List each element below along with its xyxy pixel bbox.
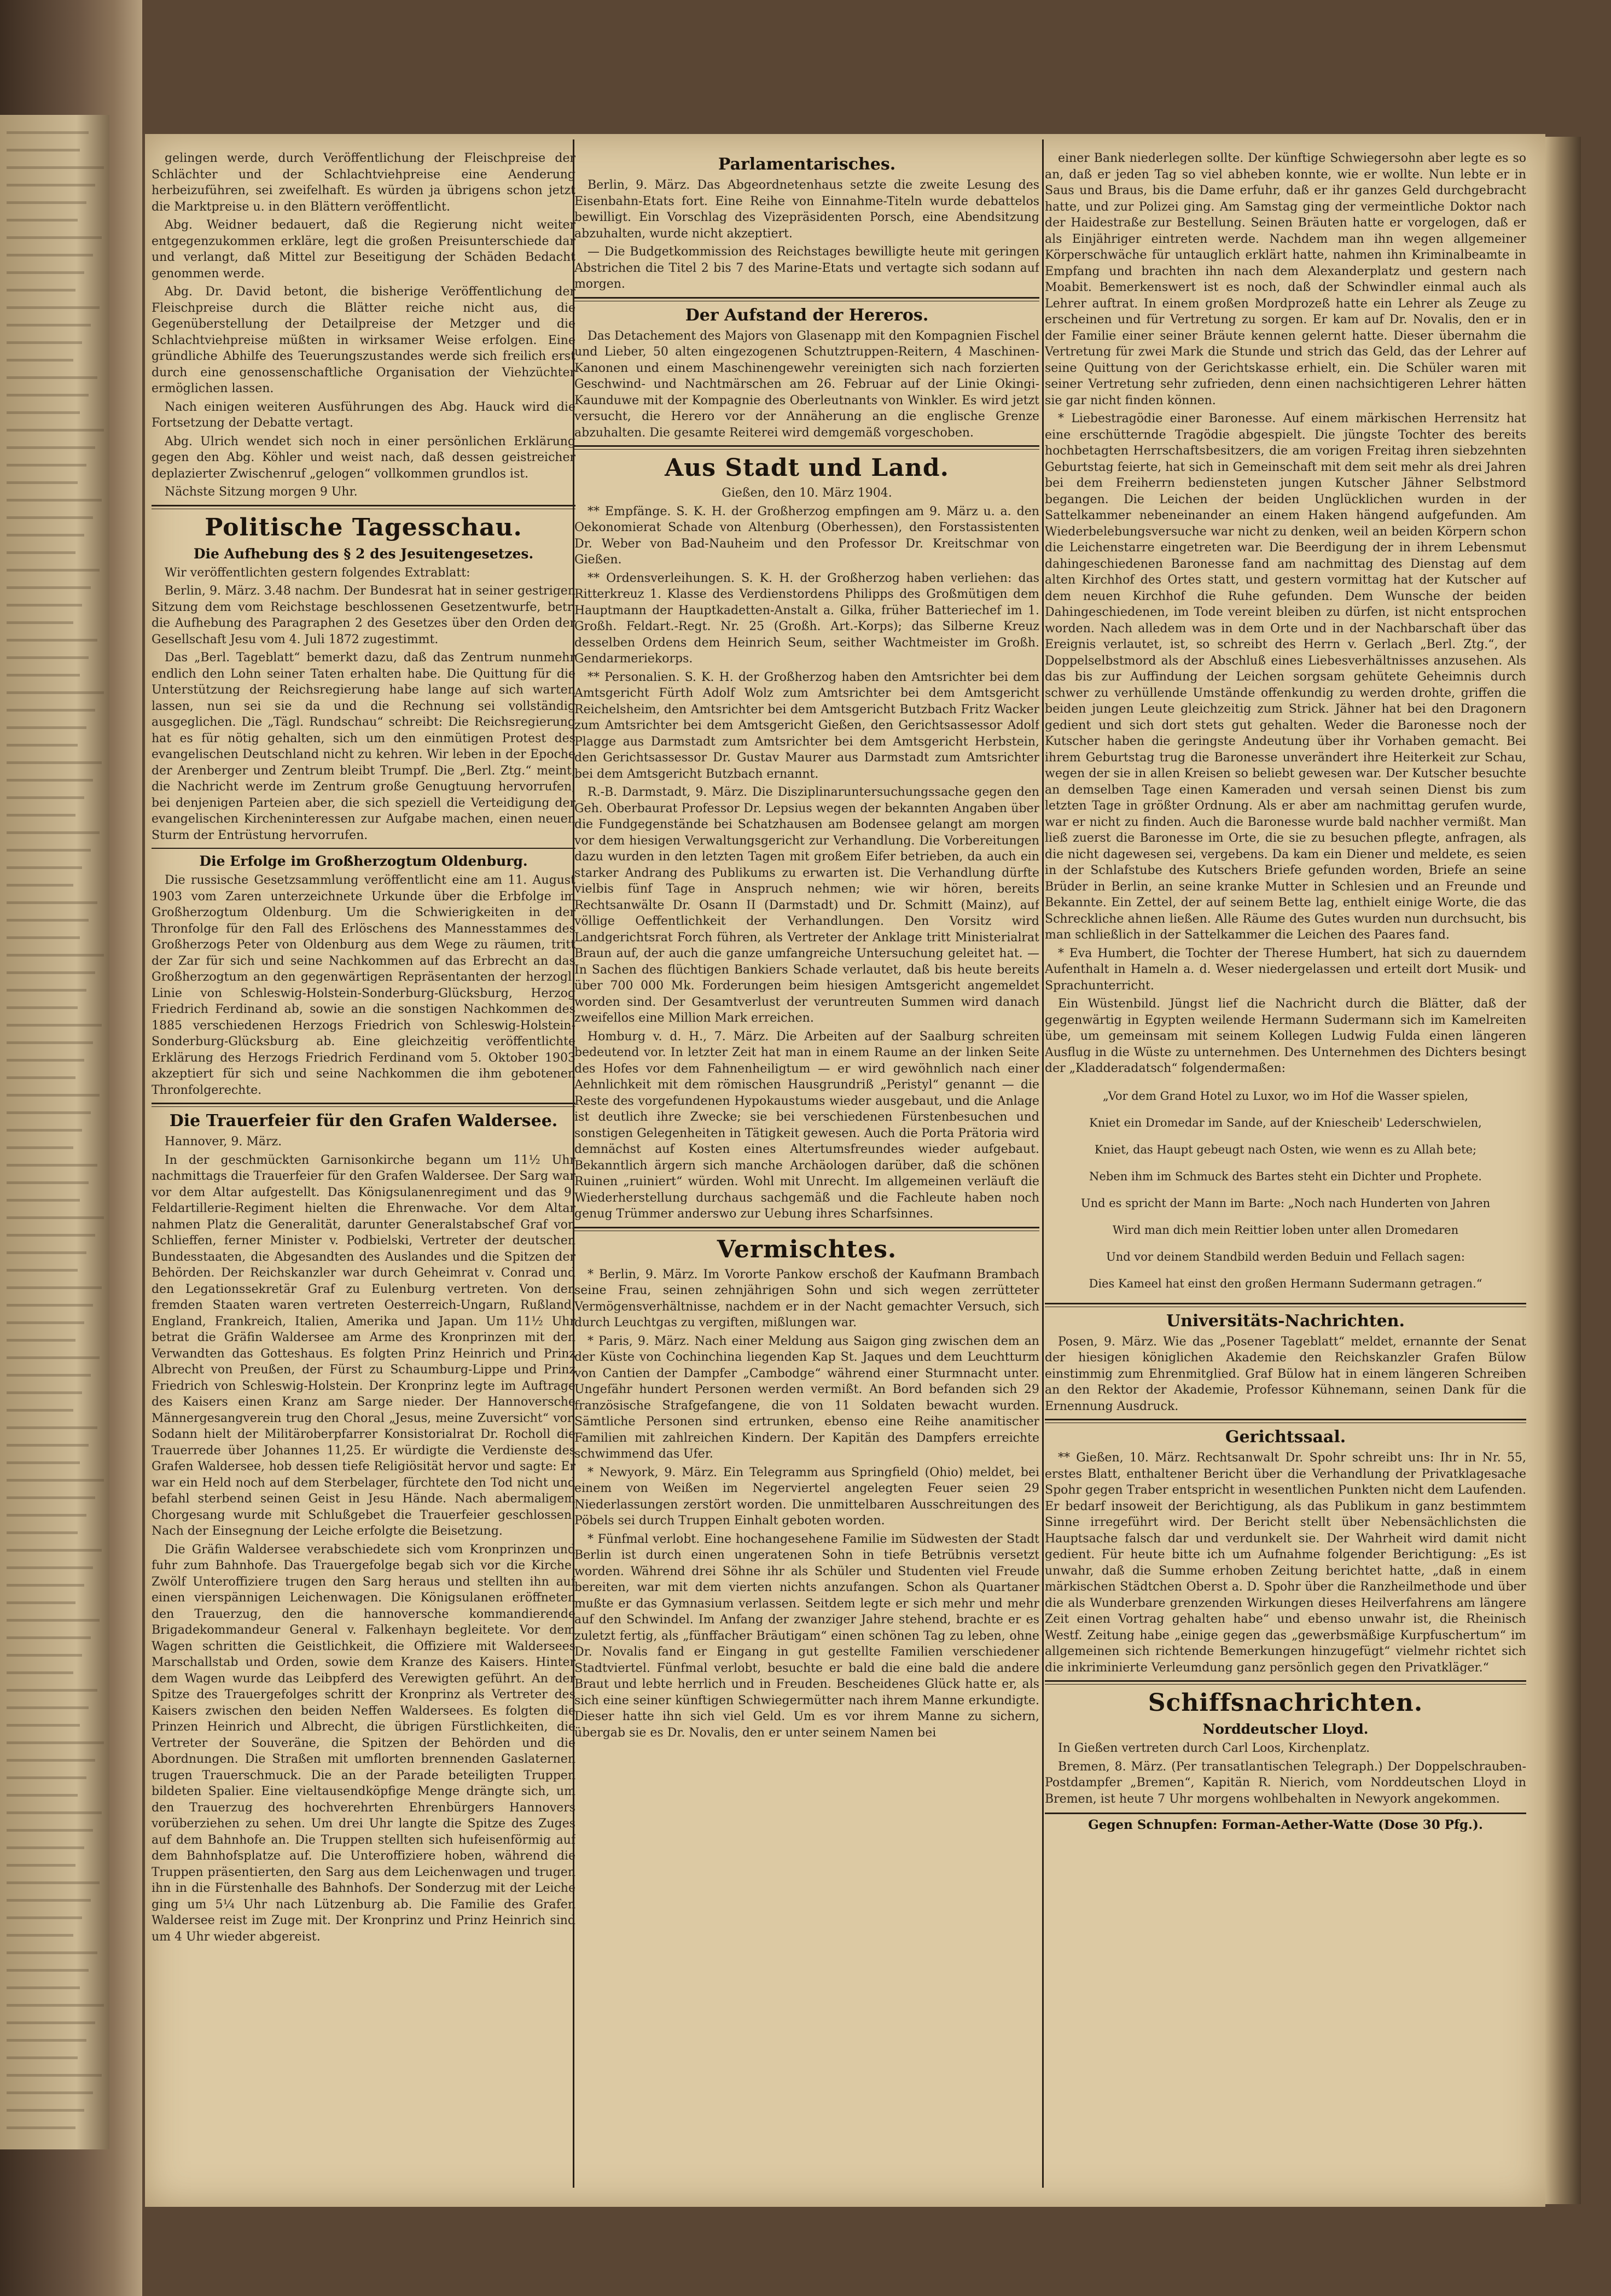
facing-page-text-line xyxy=(7,1181,89,1184)
facing-page-text-line xyxy=(7,1916,82,1919)
facing-page-text-line xyxy=(7,499,102,502)
facing-page-text-line xyxy=(7,936,80,939)
facing-page-text-line xyxy=(7,1146,73,1149)
article-schiffsnachrichten xyxy=(1045,1740,1526,1807)
facing-page-text-line xyxy=(7,1759,95,1762)
facing-page-text-line xyxy=(7,2091,93,2094)
carryover-text xyxy=(1045,150,1526,1077)
facing-page-text-line xyxy=(7,534,84,537)
article-vermischtes xyxy=(574,1267,1039,1741)
facing-page-text-line xyxy=(7,341,82,344)
paragraph: Berlin, 9. März. 3.48 nachm. Der Bundesrat hat in seiner gestrigen Sitzung dem vom Reichstage beschlossenen Gesetzentwurfe, betr. die Aufhebung des Paragraphen 2 des Gesetzes über den Orden der Gesellschaft Jesu vom 4. Juli 1872 zugestimmt. xyxy=(152,584,575,646)
article-jesuitengesetz xyxy=(152,565,575,844)
facing-page-text-line xyxy=(7,376,97,379)
paragraph: Das Detachement des Majors von Glasenapp mit den Kompagnien Fischel und Lieber, 50 alten eingezogenen Schutztruppen-Reitern, 4 Maschinen-Kanonen und einem Maschinengewehr vereinigten sich nach forzierten Geschwind- und Nachtmärschen am 26. Februar auf der Linie Okingi-Kaunduwe mit der Kompagnie des Oberleutnants von Winkler. Es wird jetzt versucht, die Herero vor der Annäherung an die englische Grenze abzuhalten. Die gesamte Reiterei wird demgemäß vorgeschoben. xyxy=(574,329,1039,440)
facing-page-text-line xyxy=(7,1234,95,1237)
facing-page-text-line xyxy=(7,656,89,659)
facing-page-text-line xyxy=(7,1934,73,1937)
facing-page-text-line xyxy=(7,1304,93,1307)
facing-page-text-line xyxy=(7,2021,95,2024)
section-divider xyxy=(152,1103,575,1107)
facing-page-text-line xyxy=(7,849,91,852)
facing-page-text-line xyxy=(7,236,102,239)
facing-page-text-line xyxy=(7,1111,91,1114)
facing-page-text-line xyxy=(7,621,73,624)
facing-page-text-line xyxy=(7,1671,73,1674)
section-divider xyxy=(152,848,575,849)
facing-page-text-line xyxy=(7,1094,100,1097)
paragraph: * Newyork, 9. März. Ein Telegramm aus Springfield (Ohio) meldet, bei einem von Weißen im Negerviertel angelegten Feuer seien 29 Niederlassungen zerstört worden. Die unmittelbaren Ausschreitungen des Pöbels sei durch Truppen Einhalt geboten worden. xyxy=(574,1465,1039,1528)
facing-page-text-line xyxy=(7,779,93,782)
paragraph: Nach einigen weiteren Ausführungen des Abg. Hauck wird die Fortsetzung der Debatte vertagt. xyxy=(152,400,575,430)
paragraph: In der geschmückten Garnisonkirche begann um 11½ Uhr nachmittags die Trauerfeier für den Grafen Waldersee. Der Sarg war vor dem Altar aufgestellt. Das Königsulanenregiment und das 9. Feldartillerie-Regiment hielten die Ehrenwache. Vor dem Altar nahmen Platz die Generalität, darunter Generalstabschef Graf von Schlieffen, ferner Minister v. Podbielski, Vertreter der deutschen Bundesstaaten, die Abgesandten des Auslandes und die Spitzen der Behörden. Der Reichskanzler war durch Geheimrat v. Conrad und den Legationssekretär Graf zu Eulenburg vertreten. Von den fremden Staaten waren vertreten Oesterreich-Ungarn, Rußland, England, Frankreich, Italien, Amerika und Japan. Um 11½ Uhr betrat die Gräfin Waldersee am Arme des Kronprinzen mit den Verwandten das Gotteshaus. Es folgten Prinz Heinrich und Prinz Albrecht von Preußen, der Fürst zu Schaumburg-Lippe und Prinz Friedrich von Schleswig-Holstein. Der Kronprinz legte im Auftrage des Kaisers einen Kranz am Sarge nieder. Der Hannoversche Männergesangverein trug den Choral „Jesus, meine Zuversicht“ vor. Sodann hielt der Militäroberpfarrer Konsistorialrat Dr. Rocholl die Trauerrede über Johannes 11,25. Er würdigte die Verdienste des Grafen Waldersee, hob dessen tiefe Religiösität hervor und sagte: Er war ein Held noch auf dem Sterbelager, fürchtete den Tod nicht und befahl sterbend seinen Geist in Jesu Hände. Nach abermaligem Chorgesang wurde mit Schlußgebet die Trauerfeier geschlossen. Nach der Einsegnung der Leiche erfolgte die Beisetzung. xyxy=(152,1153,575,1538)
facing-page-text-line xyxy=(7,429,104,432)
facing-page-text-line xyxy=(7,149,80,151)
facing-page-text-line xyxy=(7,1374,91,1377)
article-gerichtssaal xyxy=(1045,1450,1526,1676)
column-left xyxy=(152,150,575,2185)
facing-page-text-line xyxy=(7,289,75,292)
paragraph: Hannover, 9. März. xyxy=(165,1135,282,1149)
facing-page-text-line xyxy=(7,586,91,589)
facing-page-text-line xyxy=(7,551,75,554)
facing-page-text-line xyxy=(7,1531,78,1534)
facing-page-text-line xyxy=(7,1794,78,1797)
facing-page-text-line xyxy=(7,901,97,904)
facing-page-edge xyxy=(0,115,109,2149)
facing-page-text-line xyxy=(7,1199,80,1202)
section-title-hereros: Der Aufstand der Hereros. xyxy=(685,305,929,325)
section-subtitle-oldenburg: Die Erfolge im Großherzogtum Oldenburg. xyxy=(199,853,528,869)
facing-page-text-line xyxy=(7,2074,102,2077)
facing-page-text-line xyxy=(7,569,100,572)
facing-page-text-line xyxy=(7,1129,82,1132)
facing-page-text-line xyxy=(7,2126,75,2129)
facing-page-text-line xyxy=(7,1514,86,1517)
paragraph: Wir veröffentlichten gestern folgendes Extrablatt: xyxy=(165,566,470,580)
paragraph: * Fünfmal verlobt. Eine hochangesehene Familie im Südwesten der Stadt Berlin ist durch einen ungeratenen Sohn in tiefe Betrübnis versetzt worden. Während drei Söhne ihr als Schüler und Studenten viel Freude bereiten, war mit dem vierten nichts anzufangen. Schon als Quartaner mußte er das Gymnasium verlassen. Seitdem legte er sich mehr und mehr auf den Schwindel. Im Anfang der zwanziger Jahre stehend, brachte er es zuletzt fertig, als „fünffacher Bräutigam“ einen schönen Tag zu leben, ohne Dr. Novalis fand er Eingang in gut gestellte Familien verschiedener Stadtviertel. Fünfmal verlobt, besuchte er bald die eine bald die andere Braut und lebte herrlich und in Freuden. Bescheidenes Glück hatte er, als sich eine seiner künftigen Schwiegermütter nach ihrem Manne erkundigte. Dieser hatte ihn sich viel Geld. Um es vor ihrem Manne zu sichern, übergab sie es Dr. Novalis, den er unter seinem Namen bei xyxy=(574,1532,1039,1740)
section-title-vermischtes: Vermischtes. xyxy=(717,1235,897,1263)
facing-page-text-line xyxy=(7,1811,102,1814)
column-middle xyxy=(574,150,1039,2185)
facing-page-text-line xyxy=(7,726,86,729)
paragraph: Homburg v. d. H., 7. März. Die Arbeiten auf der Saalburg schreiten bedeutend vor. In letzter Zeit hat man in einem Raume an der linken Seite des Hofes vor dem Fahnenheiligtum — er wird gewöhnlich nach einer Aehnlichkeit mit dem römischen Hausgrundriß „Peristyl“ genannt — die Reste des vorgefundenen Hypokaustums wieder ausgebaut, und die Anlage ist deutlich ihre Zwecke; sie bei verschiedenen Fürstenbesuchen und sonstigen Gelegenheiten in Tätigkeit gewesen. Auch die Porta Prätoria wird demnächst auf Kosten eines Altertumsfreundes wieder aufgebaut. Bekanntlich ärgern sich manche Archäologen darüber, daß die schönen Ruinen „ruiniert“ würden. Wohl mit Unrecht. Im allgemeinen verläuft die Wiederherstellung durchaus sachgemäß und die Fachleute haben noch genug Trümmer anderswo zur Uebung ihres Scharfsinnes. xyxy=(574,1029,1039,1221)
facing-page-text-line xyxy=(7,1409,73,1412)
paragraph: R.-B. Darmstadt, 9. März. Die Disziplinaruntersuchungssache gegen den Geh. Oberbaurat Professor Dr. Lepsius wegen der bekannten Angaben über die Fundgegenstände bei Schatzhausen am Bodensee gelangt am morgen vor dem hiesigen Verwaltungsgericht zur Verhandlung. Die Vorbereitungen dazu wurden in den letzten Tagen mit großem Eifer betrieben, da auch ein starker Andrang des Publikums zu erwarten ist. Die Verhandlung dürfte vielbis fünf Tage in Anspruch nehmen; wie wir hören, bereits Rechtsanwälte Dr. Osann II (Darmstadt) und Dr. Schmitt (Mainz), auf völlige Oeffentlichkeit der Verhandlungen. Den Vorsitz wird Landgerichtsrat Forch führen, als Vertreter der Anklage tritt Ministerialrat Braun auf, der auch die ganze umfangreiche Untersuchung geleitet hat. — In Sachen des flüchtigen Bankiers Schade verlautet, daß bis heute bereits über 700 000 Mk. Forderungen beim hiesigen Amtsgericht angemeldet worden sind. Der Gesamtverlust der veruntreuten Summen wird danach zweifellos eine Million Mark erreichen. xyxy=(574,785,1039,1025)
facing-page-text-line xyxy=(7,1479,104,1482)
paragraph: Bremen, 8. März. (Per transatlantischen Telegraph.) Der Doppelschrauben-Postdampfer „Bremen“, Kapitän R. Nierich, vom Norddeutschen Lloyd in Bremen, ist heute 7 Uhr morgens wohlbehalten in Newyork angekommen. xyxy=(1045,1759,1526,1806)
section-subtitle-lloyd: Norddeutscher Lloyd. xyxy=(1202,1721,1369,1737)
facing-page-text-line xyxy=(7,761,102,764)
facing-page-text-line xyxy=(7,954,104,957)
facing-page-text-line xyxy=(7,604,82,607)
facing-page-text-line xyxy=(7,814,75,817)
facing-page-text-line xyxy=(7,1339,75,1342)
facing-page-text-line xyxy=(7,1356,100,1359)
facing-page-text-line xyxy=(7,1776,86,1779)
facing-page-text-line xyxy=(7,394,89,397)
facing-page-text-line xyxy=(7,271,84,274)
column-rule xyxy=(1042,139,1044,2188)
poem-line: „Vor dem Grand Hotel zu Luxor, wo im Hof die Wasser spielen, xyxy=(1102,1089,1469,1103)
facing-page-text-line xyxy=(7,1076,75,1079)
facing-page-text-line xyxy=(7,1024,102,1027)
paragraph: Nächste Sitzung morgen 9 Uhr. xyxy=(165,485,358,499)
section-divider xyxy=(574,297,1039,301)
section-divider xyxy=(1045,1303,1526,1307)
section-divider xyxy=(1045,1419,1526,1423)
facing-page-text-line xyxy=(7,359,73,362)
paragraph: einer Bank niederlegen sollte. Der künftige Schwiegersohn aber legte es so an, daß er jeden Tag so viel abheben konnte, wie er wollte. Nun lebte er in Saus und Braus, bis die Dame erfuhr, daß er ihr ganzes Geld durchgebracht hatte, und zur Polizei ging. Am Samstag ging der vermeintliche Doktor nach der Haidestraße zur Bestellung. Seinen Bräuten hatte er vorgelogen, daß er als Einjähriger eintreten werde. Nachdem man ihn wegen allgemeiner Körperschwäche für untauglich erklärt hatte, nahmen ihn Kriminalbeamte in Empfang und brachten ihn nach dem Alexanderplatz und gestern nach Moabit. Bemerkenswert ist es noch, daß der Schwindler einmal auch als Lehrer auftrat. In einem großen Mordprozeß hatte ein Lehrer als Zeuge zu erscheinen und für Vertretung zu sorgen. Er kam auf Dr. Novalis, den er in der Familie einer seiner Bräute kennen gelernt hatte. Dieser übernahm die Vertretung für zwei Mark die Stunde und strich das Geld, das der Lehrer auf seine Quittung von der Gerichtskasse erhielt, ein. Die Schüler waren mit seiner Vertretung sehr zufrieden, denn einen nachsichtigeren Lehrer hätten sie gar nicht finden können. xyxy=(1045,151,1526,407)
facing-page-text-line xyxy=(7,989,86,992)
facing-page-text-line xyxy=(7,1846,84,1849)
section-divider xyxy=(574,1227,1039,1231)
article-oldenburg xyxy=(152,872,575,1098)
facing-page-text-line xyxy=(7,411,80,414)
facing-page-text-line xyxy=(7,1601,75,1604)
facing-page-text-line xyxy=(7,1566,93,1569)
paragraph: ** Personalien. S. K. H. der Großherzog haben den Amtsrichter bei dem Amtsgericht Fürth Adolf Wolz zum Amtsrichter bei dem Amtsgericht Reichelsheim, den Amtsrichter bei dem Amtsgericht Butzbach Fritz Wacker zum Amtsrichter bei dem Amtsgericht Gießen, den Gerichtsassessor Adolf Plagge aus Darmstadt zum Amtsrichter bei dem Amtsgericht Herbstein, den Gerichtsassessor Dr. Gustav Maurer aus Darmstadt zum Amtsrichter bei dem Amtsgericht Butzbach ernannt. xyxy=(574,670,1039,781)
section-title-trauerfeier: Die Trauerfeier für den Grafen Waldersee. xyxy=(169,1111,558,1130)
column-right xyxy=(1045,150,1526,2185)
facing-page-text-line xyxy=(7,1216,104,1219)
facing-page-text-line xyxy=(7,1689,97,1692)
article-trauerfeier xyxy=(152,1134,575,1945)
poem-line: Neben ihm im Schmuck des Bartes steht ein Dichter und Prophete. xyxy=(1089,1169,1482,1183)
facing-page-text-line xyxy=(7,131,89,134)
facing-page-text-line xyxy=(7,2109,84,2112)
facing-page-text-line xyxy=(7,1969,89,1972)
paragraph: gelingen werde, durch Veröffentlichung der Fleischpreise der Schlächter und der Schlachtviehpreise eine Aenderung herbeizuführen, sei zweifelhaft. Es würden ja übrigens schon jetzt die Marktpreise u. in den Blättern veröffentlicht. xyxy=(152,151,575,214)
article-hereros xyxy=(574,328,1039,441)
paragraph: In Gießen vertreten durch Carl Loos, Kirchenplatz. xyxy=(1058,1741,1370,1755)
article-universitaet xyxy=(1045,1334,1526,1415)
page-stack-edge xyxy=(1545,137,1581,2204)
paragraph: Das „Berl. Tageblatt“ bemerkt dazu, daß das Zentrum nunmehr endlich den Lohn seiner Taten erhalten habe. Die Quittung für die Unterstützung der Reichsregierung habe lange auf sich warten lassen, nun sei sie da und die Rechnung sei vollständig ausgeglichen. Die „Tägl. Rundschau“ schreibt: Die Reichsregierung hat es für nötig gehalten, sich um den einmütigen Protest des evangelischen Deutschland nicht zu kehren. Wir leben in der Epoche der Arenberger und Zentrum bleibt Trumpf. Die „Berl. Ztg.“ meint, die Nachricht werde im Zentrum große Genugtuung hervorrufen, bei denjenigen Parteien aber, die sich speziell die Verteidigung der evangelischen Kircheninteressen zur Aufgabe machen, einen neuen Sturm der Entrüstung hervorrufen. xyxy=(152,651,575,842)
section-title-parlamentarisches: Parlamentarisches. xyxy=(718,155,896,174)
facing-page-text-line xyxy=(7,1654,82,1657)
section-divider xyxy=(1045,1680,1526,1685)
facing-page-text-line xyxy=(7,1549,102,1552)
advertisement: Gegen Schnupfen: Forman-Aether-Watte (Dose 30 Pfg.). xyxy=(1045,1813,1526,1832)
facing-page-text-line xyxy=(7,1619,100,1622)
facing-page-text-line xyxy=(7,1986,80,1989)
facing-page-text-line xyxy=(7,1636,91,1639)
poem-line: Und vor deinem Standbild werden Beduin und Fellach sagen: xyxy=(1106,1250,1465,1263)
paragraph: Abg. Ulrich wendet sich noch in einer persönlichen Erklärung gegen den Abg. Köhler und weist nach, daß dessen geistreicher deplazierter Zwischenruf „gelogen“ vollkommen grundlos ist. xyxy=(152,434,575,481)
section-divider xyxy=(574,445,1039,450)
facing-page-text-line xyxy=(7,1041,93,1044)
facing-page-text-line xyxy=(7,516,93,519)
facing-page-text-line xyxy=(7,1706,89,1709)
paragraph: Die Gräfin Waldersee verabschiedete sich vom Kronprinzen und fuhr zum Bahnhofe. Das Trauergefolge begab sich vor die Kirche. Zwölf Unteroffiziere trugen den Sarg heraus und stellten ihn auf einen vierspännigen Leichenwagen. Die Königsulanen eröffneten den Trauerzug, den die hannoversche kommandierende Brigadekommandeur General v. Falkenhayn begleitete. Vor dem Wagen schritten die Geistlichkeit, die Offiziere mit Waldersees Marschallstab und Orden, sowie dem Kranze des Kaisers. Hinter dem Wagen wurde das Leibpferd des Verewigten geführt. An der Spitze des Trauergefolges schritt der Kronprinz als Vertreter des Kaisers zwischen den beiden Neffen Waldersees. Es folgten die Prinzen Heinrich und Albrecht, die übrigen Fürstlichkeiten, die Vertreter der Souveräne, die Spitzen der Behörden und die Abordnungen. Die Straßen mit umflorten brennenden Gaslaternen trugen Trauerschmuck. Die an der Parade beteiligten Truppen bildeten Spalier. Eine vieltausendköpfige Menge drängte sich, um den Trauerzug des hochverehrten Ehrenbürgers Hannovers vorüberziehen zu sehen. Um drei Uhr langte die Spitze des Zuges auf dem Bahnhofe an. Die Truppen stellten sich hufeisenförmig auf dem Bahnhofsplatze auf. Die Unteroffiziere hoben, während die Truppen präsentierten, den Sarg aus dem Leichenwagen und trugen ihn in die Fürstenhalle des Bahnhofs. Der Sonderzug mit der Leiche ging um 5¼ Uhr nach Lützenburg ab. Die Familie des Grafen Waldersee reist im Zuge mit. Der Kronprinz und Prinz Heinrich sind um 4 Uhr wieder abgereist. xyxy=(152,1542,575,1944)
carryover-text xyxy=(152,150,575,500)
facing-page-text-line xyxy=(7,1391,82,1394)
poem-line: Wird man dich mein Reittier loben unter allen Dromedaren xyxy=(1112,1223,1459,1237)
facing-page-text-line xyxy=(7,1426,97,1429)
facing-page-text-line xyxy=(7,1881,100,1884)
paragraph: Posen, 9. März. Wie das „Posener Tageblatt“ meldet, ernannte der Senat der hiesigen königlichen Akademie den Reichskanzler Grafen Bülow einstimmig zum Ehrenmitglied. Graf Bülow hat in einem längeren Schreiben an den Rektor der Akademie, Professor Kühnemann, seinen Dank für die Ernennung Ausdruck. xyxy=(1045,1335,1526,1413)
facing-page-text-line xyxy=(7,2039,86,2042)
facing-page-text-line xyxy=(7,884,73,887)
facing-page-text-line xyxy=(7,219,78,222)
paragraph: ** Empfänge. S. K. H. der Großherzog empfingen am 9. März u. a. den Oekonomierat Schade von Altenburg (Oberhessen), den Forstassistenten Dr. Weber von Bad-Nauheim und den Professor Dr. Kreitschmar von Gießen. xyxy=(574,504,1039,567)
section-title-politische-tagesschau: Politische Tagesschau. xyxy=(205,513,522,541)
paragraph: * Berlin, 9. März. Im Vororte Pankow erschoß der Kaufmann Brambach seine Frau, seinen zehnjährigen Sohn und sich wegen zerrütteter Vermögensverhältnisse, nachdem er in der Nacht gemachter Versuch, sich durch Leuchtgas zu vergiften, mißlungen war. xyxy=(574,1267,1039,1330)
poem-line: Kniet, das Haupt gebeugt nach Osten, wie wenn es zu Allah bete; xyxy=(1094,1143,1477,1156)
facing-page-text-line xyxy=(7,1461,80,1464)
facing-page-text-line xyxy=(7,674,80,677)
facing-page-text-line xyxy=(7,1829,93,1832)
facing-page-text-line xyxy=(7,709,95,712)
section-title-universitaet: Universitäts-Nachrichten. xyxy=(1166,1311,1405,1331)
section-subtitle-jesuitengesetz: Die Aufhebung des § 2 des Jesuitengesetzes. xyxy=(193,545,534,562)
poem-line: Kniet ein Dromedar im Sande, auf der Kniescheib' Lederschwielen, xyxy=(1089,1116,1482,1129)
section-title-gerichtssaal: Gerichtssaal. xyxy=(1225,1427,1346,1447)
facing-page-text-line xyxy=(7,2056,78,2059)
facing-page-text-line xyxy=(7,1741,104,1744)
facing-page-text-line xyxy=(7,1864,75,1867)
paragraph: * Eva Humbert, die Tochter der Therese Humbert, hat sich zu dauerndem Aufenthalt in Hameln a. d. Weser niedergelassen und erteilt dort Musik- und Sprachunterricht. xyxy=(1045,946,1526,993)
poem-line: Dies Kameel hat einst den großen Hermann Sudermann getragen.“ xyxy=(1089,1277,1482,1290)
facing-page-text-line xyxy=(7,254,93,257)
newspaper-page xyxy=(145,134,1545,2207)
facing-page-text-line xyxy=(7,201,86,204)
facing-page-text-line xyxy=(7,184,95,187)
poem-line: Und es spricht der Mann im Barte: „Noch nach Hunderten von Jahren xyxy=(1080,1196,1491,1210)
facing-page-text-line xyxy=(7,481,78,484)
article-stadt-und-land xyxy=(574,504,1039,1222)
section-title-stadt-und-land: Aus Stadt und Land. xyxy=(665,454,949,482)
facing-page-text-line xyxy=(7,1006,78,1009)
facing-page-text-line xyxy=(7,1286,102,1289)
facing-page-text-line xyxy=(7,1164,97,1167)
facing-page-text-line xyxy=(7,1059,84,1062)
facing-page-text-line xyxy=(7,744,78,747)
facing-page-text-line xyxy=(7,2004,104,2007)
facing-page-text-line xyxy=(7,1496,95,1499)
paragraph: ** Ordensverleihungen. S. K. H. der Großherzog haben verliehen: das Ritterkreuz 1. Klasse des Verdienstordens Philipps des Großmütigen dem Hauptmann der Hauptkadetten-Anstalt a. Gilka, früher Batteriechef im 1. Großh. Feldart.-Regt. Nr. 25 (Großh. Art.-Korps); das Silberne Kreuz desselben Ordens dem Heinrich Seum, seither Wachtmeister im Großh. Gendarmeriekorps. xyxy=(574,571,1039,666)
facing-page-text-line xyxy=(7,1321,84,1324)
facing-page-text-line xyxy=(7,1951,97,1954)
paragraph: Ein Wüstenbild. Jüngst lief die Nachricht durch die Blätter, daß der gegenwärtig in Egypten weilende Hermann Sudermann sich im Kamelreiten übe, um gemeinsam mit seinem Kollegen Ludwig Fulda einen längeren Ausflug in die Wüste zu unternehmen. Des Unternehmen des Dichters besingt der „Kladderadatsch“ folgendermaßen: xyxy=(1045,997,1526,1075)
facing-page-text-line xyxy=(7,971,95,974)
facing-page-text-line xyxy=(7,464,86,467)
facing-page-text-line xyxy=(7,919,89,922)
facing-page-text-line xyxy=(7,796,84,799)
facing-page-text-line xyxy=(7,691,104,694)
facing-page-text-line xyxy=(7,166,104,169)
facing-page-text-line xyxy=(7,446,95,449)
dateline: Gießen, den 10. März 1904. xyxy=(722,486,892,500)
paragraph: * Paris, 9. März. Nach einer Meldung aus Saigon ging zwischen dem an der Küste von Cochinchina liegenden Kap St. Jaques und dem Leuchtturm von Cantien der Dampfer „Cambodge“ während einer Sturmnacht unter. Ungefähr hundert Personen werden vermißt. An Bord befanden sich 29 französische Strafgefangene, die von 11 Soldaten bewacht wurden. Sämtliche Personen sind ertrunken, ebenso eine Reihe anamitischer Familien mit zahlreichen Kindern. Der Kapitän des Dampfers erreichte schwimmend das Ufer. xyxy=(574,1334,1039,1461)
paragraph: * Liebestragödie einer Baronesse. Auf einem märkischen Herrensitz hat eine erschütternde Tragödie abgespielt. Die jüngste Tochter des bereits hochbetagten Herrschaftsbesitzers, die am vorigen Freitag ihren siebzehnten Geburtstag feierte, hat sich in Gemeinschaft mit dem seit mehr als drei Jahren bei dem Freiherrn bediensteten jungen Kutscher Jähner Selbstmord begangen. Die Leichen der beiden Unglücklichen wurden in der Sattelkammer nebeneinander an einem Haken hängend aufgefunden. Am Wiederbelebungsversuche war nicht zu denken, weil an beiden Körpern schon die Leichenstarre eingetreten war. Die Beerdigung der in ihrem Lebensmut dahingeschiedenen Baronesse fand am nachmittag des Dienstag auf dem alten Kirchhof des Ortes statt, und gestern vormittag hat der Kutscher auf dem neuen Kirchhof die Ruhe gefunden. Dem Wunsche der beiden Dahingeschiedenen, im Tode vereint bleiben zu dürfen, ist nicht entsprochen worden. Nach alledem was in dem Orte und in der Nachbarschaft über das Ereignis verlautet, ist, so schreibt des Herrn v. Gerlach „Berl. Ztg.“, der Doppelselbstmord als der Abschluß eines Liebesverhältnisses anzusehen. Als das bis zur Auffindung der Leichen sorgsam gehütete Geheimnis durch schwer zu verhüllende Umstände offenkundig zu werden drohte, griffen die beiden jungen Leute gleichzeitig zum Strick. Jähner hat bei den Dragonern gedient und sich dort stets gut gehalten. Weder die Baronesse noch der Kutscher haben die geringste Andeutung über ihr Vorhaben gemacht. Bei ihrem Geburtstag trug die Baronesse unverändert ihre Heiterkeit zur Schau, wegen der sie in allen Kreisen so beliebt gewesen war. Der Kutscher besuchte an demselben Tage einen Kameraden und versah seinen Dienst bis zum letzten Tage in größter Ordnung. Als er aber am nachmittag gerufen wurde, war er nicht zu finden. Auch die Baronesse wurde bald nachher vermißt. Man ließ zuerst die Baronesse im Orte, die sie zu besuchen pflegte, anfragen, als die nicht dagewesen sei, vergebens. Da kam ein Diener und meldete, es seien in der Schlafstube des Kutschers Briefe gefunden worden, Briefe an seine Brüder in Berlin, an seine kranke Mutter in Schlesien und an Freunde und Bekannte. Ein Zettel, der auf seinem Bette lag, enthielt einige Worte, die das Schreckliche ahnen ließen. Alle Räume des Gutes wurden nun durchsucht, bis man schließlich in der Sattelkammer die Leichen des Paares fand. xyxy=(1045,412,1526,942)
paragraph: — Die Budgetkommission des Reichstages bewilligte heute mit geringen Abstrichen die Titel 2 bis 7 des Marine-Etats und vertagte sich sodann auf morgen. xyxy=(574,245,1039,291)
paragraph: Abg. Dr. David betont, die bisherige Veröffentlichung der Fleischpreise durch die Blätter reiche nicht aus, die Gegenüberstellung der Detailpreise der Metzger und die Schlachtviehpreise müßten in wirksamer Weise erfolgen. Eine gründliche Abhilfe des Teuerungszustandes werde sich freilich erst durch eine genossenschaftliche Organisation der Viehzüchter ermöglichen lassen. xyxy=(152,285,575,395)
facing-page-text-line xyxy=(7,639,97,642)
paragraph: Berlin, 9. März. Das Abgeordnetenhaus setzte die zweite Lesung des Eisenbahn-Etats fort. Eine Reihe von Einnahme-Titeln wurde debattelos bewilligt. Ein Vorschlag des Vizepräsidenten Porsch, eine Abendsitzung abzuhalten, wurde nicht akzeptiert. xyxy=(574,178,1039,241)
paragraph: Abg. Weidner bedauert, daß die Regierung nicht weiter entgegenzukommen erkläre, legt die großen Preisunterschiede dar und verlangt, daß Mittel zur Beseitigung der Schäden Bedacht genommen werde. xyxy=(152,218,575,281)
poem xyxy=(1045,1088,1526,1291)
facing-page-text-line xyxy=(7,866,82,869)
facing-page-text-line xyxy=(7,1269,78,1272)
facing-page-text-line xyxy=(7,306,100,309)
facing-page-text-line xyxy=(7,831,100,834)
facing-page-text-line xyxy=(7,1584,84,1587)
article-parlamentarisches xyxy=(574,177,1039,293)
paragraph: Die russische Gesetzsammlung veröffentlicht eine am 11. August 1903 vom Zaren unterzeichnete Urkunde über die Erbfolge im Großherzogtum Oldenburg. Um die Schwierigkeiten in der Thronfolge für den Fall des Erlöschens des Mannesstammes des Großherzogs Peter von Oldenburg aus dem Wege zu räumen, tritt der Zar für sich und seine Nachkommen auf das Erbrecht an das Großherzogtum an den gegenwärtigen Repräsentanten der herzogl. Linie von Schleswig-Holstein-Sonderburg-Glücksburg, Herzog Friedrich Ferdinand ab, sowie an die sonstigen Nachkommen des 1885 verschiedenen Herzogs Friedrich von Schleswig-Holstein-Sonderburg-Glücksburg ab. Eine gleichzeitig veröffentlichte Erklärung des Herzogs Friedrich Ferdinand vom 5. Oktober 1903 akzeptiert für sich und seine Nachkommen die ihm gebotenen Thronfolgerechte. xyxy=(152,873,575,1097)
facing-page-text-line xyxy=(7,1724,80,1727)
section-divider xyxy=(152,505,575,509)
facing-page-text-line xyxy=(7,1444,89,1447)
facing-page-text-line xyxy=(7,1899,91,1902)
paragraph: ** Gießen, 10. März. Rechtsanwalt Dr. Spohr schreibt uns: Ihr in Nr. 55, erstes Blatt, enthaltener Bericht über die Verhandlung der Privatklagesache Spohr gegen Traber entspricht in wesentlichen Punkten nicht dem Laufenden. Er bedarf insoweit der Berichtigung, als das Publikum in ganz bestimmtem Sinne irregeführt wird. Der Bericht stellt über Nebensächlichsten die Hauptsache falsch dar und verdunkelt sie. Der Wahrheit wird damit nicht gedient. Für heute bitte ich um Aufnahme folgender Berichtigung: „Es ist unwahr, daß die Summe erhoben Zeitung berichtet hatte, „daß in einem märkischen Städtchen Oberst a. D. Spohr über die Ranzheilmethode und über die als Wunderbare grenzenden Wirkungen dieses Heilverfahrens am längere Zeit einen Vortrag gehalten habe“ und ebenso unwahr ist, die Rheinisch Westf. Zeitung habe „einige gegen das „gewerbsmäßige Kurpfuschertum“ im allgemeinen sich richtende Bemerkungen hinzugefügt“ vielmehr richtet sich die inkriminierte Verleumdung ganz persönlich gegen den Privatkläger.“ xyxy=(1045,1451,1526,1675)
facing-page-text-line xyxy=(7,324,91,327)
facing-page-text-line xyxy=(7,1251,86,1254)
section-title-schiffsnachrichten: Schiffsnachrichten. xyxy=(1148,1689,1423,1717)
